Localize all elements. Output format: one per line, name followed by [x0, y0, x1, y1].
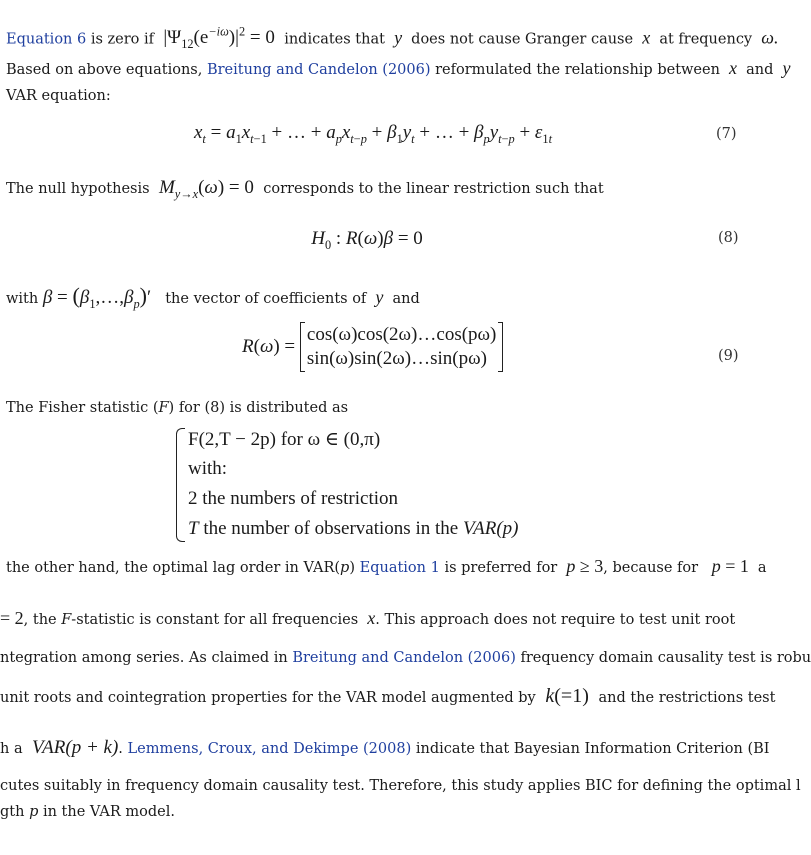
text-because: , because for [603, 560, 699, 576]
equation-9: R(ω) = cos(ω)cos(2ω)…cos(pω) sin(ω)sin(2ω)…sin(pω) [242, 322, 503, 372]
case-row-3: 2 the numbers of restriction [188, 488, 399, 509]
text-and: and [746, 62, 774, 78]
text-at-frequency: at frequency [659, 31, 753, 48]
para2-line4 [0, 686, 775, 708]
var-omega: ω. [756, 27, 779, 48]
equation-6-link[interactable]: Equation 6 [6, 31, 87, 48]
equation-9-number: (9) [718, 348, 739, 364]
case-row-2: with: [188, 458, 228, 479]
null-hypothesis-line [6, 178, 604, 204]
var-y: y [389, 27, 407, 48]
var-x-2: x [724, 58, 742, 78]
var-y-2: y [778, 58, 791, 78]
text-robust: frequency domain causality test is robu [520, 650, 811, 666]
text-fisher-a: The Fisher statistic ( [6, 400, 159, 416]
text-integration: ntegration among series. As claimed in [0, 650, 288, 666]
text-other-hand: the other hand, the optimal lag order in VAR( [6, 560, 341, 576]
restriction-matrix [300, 322, 503, 372]
var-T: T [188, 518, 199, 539]
p-eq-1: p = 1 [711, 556, 758, 576]
text-restrictions-test: and the restrictions test [598, 690, 776, 706]
psi-formula: $|\Psi_{12}(e^{-i\omega})|^2 = 0$ [158, 25, 280, 52]
text-statistic-constant: -statistic is constant for all frequencies [71, 612, 359, 628]
var-x: x [637, 27, 655, 48]
text-vector-of: the vector of coefficients of [165, 291, 367, 307]
text-indicates: indicates that [284, 31, 385, 48]
para2-line6: cutes suitably in frequency domain causality test. Therefore, this study applies BIC for defining the optimal l [0, 778, 801, 794]
text-reformulated: reformulated the relationship between [435, 62, 720, 78]
para2-line2 [0, 608, 735, 630]
text-gth: gth [0, 804, 25, 820]
fisher-line [6, 398, 348, 418]
var-F-2: F [61, 612, 72, 628]
var-y-3: y [370, 287, 388, 307]
text-approach: . This approach does not require to test unit root [375, 612, 736, 628]
text-bic: indicate that Bayesian Information Criterion (BI [415, 741, 770, 757]
para1-line2 [6, 58, 791, 80]
para2-line1 [6, 556, 767, 578]
equation-1-link[interactable]: Equation 1 [359, 560, 440, 576]
para1-line1 [6, 22, 778, 54]
beta-definition-line [6, 283, 420, 314]
equation-7-number: (7) [716, 126, 737, 142]
var-p: p [340, 560, 350, 576]
var-model: VAR(p) [462, 518, 519, 539]
text-number-obs: the number of observations in the [203, 518, 459, 539]
beta-formula: $\beta = (\beta_1,\dots,\beta_p)'$ [42, 283, 161, 311]
text-the: , the [23, 612, 57, 628]
para2-line3 [0, 648, 811, 668]
text-null-a: The null hypothesis [6, 181, 150, 197]
var-x-3: x [362, 608, 376, 628]
text-and-2: and [392, 291, 420, 307]
var-model-2: VAR(p + k) [27, 737, 119, 758]
left-brace [176, 428, 185, 542]
lemmens-link[interactable]: Lemmens, Croux, and Dekimpe (2008) [127, 741, 412, 757]
text-unit-roots: unit roots and cointegration properties for the VAR model augmented by [0, 690, 536, 706]
matrix-row-cos: cos(ω)cos(2ω)…cos(pω) [306, 324, 497, 345]
text-a: a [757, 560, 767, 576]
var-p-2: p [29, 804, 39, 820]
case-row-4 [188, 518, 519, 540]
breitung-candelon-link[interactable]: Breitung and Candelon (2006) [206, 62, 431, 78]
text-var-model: in the VAR model. [42, 804, 175, 820]
text-null-b: corresponds to the linear restriction such that [263, 181, 604, 197]
text-h-a: h a [0, 741, 23, 757]
text-close-paren: ) [349, 560, 355, 576]
var-F: F [158, 400, 169, 416]
p-geq-3: p ≥ 3 [566, 556, 604, 576]
equation-8: $H_0$ : R(ω)β = 0 [311, 228, 423, 252]
text-is-zero-if: is zero if [90, 31, 155, 48]
equation-8-number: (8) [718, 230, 739, 246]
para2-line5: h a VAR(p + k). Lemmens, Croux, and Dekimpe (2008) indicate that Bayesian Information Criterion (BI [0, 737, 770, 758]
text-based-on: Based on above equations, [6, 62, 203, 78]
text-preferred: is preferred for [444, 560, 558, 576]
fisher-cases [176, 426, 596, 544]
text-fisher-b: ) for (8) is distributed as [168, 400, 349, 416]
null-formula: $M_{y\to x}(\omega) = 0$ [158, 177, 259, 201]
case-row-1: F(2,T − 2p) for ω ∈ (0,π) [188, 429, 381, 450]
eq-2: = 2 [0, 608, 24, 628]
text-not-cause: does not cause Granger cause [411, 31, 634, 48]
text-with: with [6, 291, 39, 307]
matrix-row-sin: sin(ω)sin(2ω)…sin(pω) [306, 348, 487, 369]
k-eq-1: k(=1) [545, 685, 594, 707]
breitung-candelon-link-2[interactable]: Breitung and Candelon (2006) [292, 650, 516, 666]
equation-7: $x_t = a_1x_{t-1}$ + … + $a_px_{t-p} + \beta_1y_t$ + … + $\beta_py_{t-p} + \varepsilon_{1t}$ [193, 122, 553, 146]
text-var-equation: VAR equation: [6, 88, 111, 104]
para2-line7 [0, 802, 175, 822]
